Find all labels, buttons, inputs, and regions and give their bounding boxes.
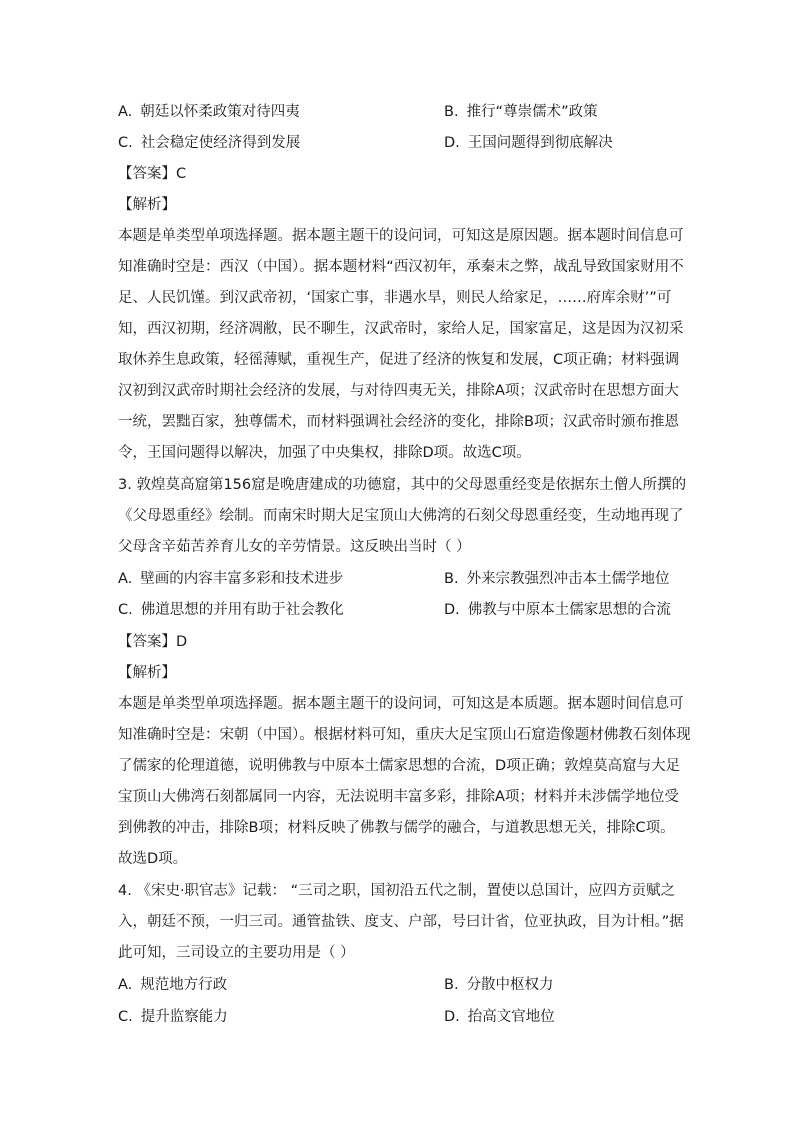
q3-analysis-line: 故选D项。: [118, 851, 188, 867]
q3-option-b: B. 外来宗教强烈冲击本土儒学地位: [444, 571, 670, 587]
q2-analysis-line: 足、人民饥馑。到汉武帝初，‘国家亡事，非遇水旱，则民人给家足，……府库余财’”可: [118, 290, 672, 306]
q2-analysis-line: 汉初到汉武帝时期社会经济的发展，与对待四夷无关，排除A项；汉武帝时在思想方面大: [118, 383, 679, 399]
q3-option-d: D. 佛教与中原本土儒家思想的合流: [444, 602, 671, 618]
q3-analysis-title: 【解析】: [118, 665, 176, 681]
q3-stem-line: 父母含辛茹苦养育儿女的辛劳情景。这反映出当时（ ）: [118, 539, 471, 555]
q4-option-c: C. 提升监察能力: [118, 1009, 228, 1025]
q3-option-c: C. 佛道思想的并用有助于社会教化: [118, 602, 344, 618]
q3-analysis-line: 到佛教的冲击，排除B项；材料反映了佛教与儒学的融合，与道教思想无关，排除C项。: [118, 820, 675, 836]
q4-stem-line: 4. 《宋史·职官志》记载： “三司之职，国初沿五代之制，置使以总国计，应四方贡赋之: [118, 883, 676, 899]
q3-stem-line: 3. 敦煌莫高窟第156窟是晚唐建成的功德窟，其中的父母恩重经变是依据东土僧人所撰的: [118, 477, 687, 493]
q2-analysis-line: 知，西汉初期，经济凋敝，民不聊生，汉武帝时，家给人足，国家富足，这是因为汉初采: [118, 321, 684, 337]
q3-analysis-line: 了儒家的伦理道德，说明佛教与中原本土儒家思想的合流，D项正确；敦煌莫高窟与大足: [118, 758, 681, 774]
q4-option-b: B. 分散中枢权力: [444, 977, 554, 993]
q3-analysis-line: 宝顶山大佛湾石刻都属同一内容，无法说明丰富多彩，排除A项；材料并未涉儒学地位受: [118, 789, 679, 805]
q2-option-b: B. 推行“尊崇儒术”政策: [444, 104, 598, 120]
q4-stem-line: 入，朝廷不预，一归三司。通管盐铁、度支、户部，号曰计省，位亚执政，目为计相。”据: [118, 914, 684, 930]
q2-option-a: A. 朝廷以怀柔政策对待四夷: [118, 104, 300, 120]
q4-option-a: A. 规范地方行政: [118, 977, 228, 993]
q2-analysis-title: 【解析】: [118, 197, 176, 213]
q2-analysis-line: 一统，罢黜百家，独尊儒术，而材料强调社会经济的变化，排除B项；汉武帝时颁布推恩: [118, 414, 679, 430]
q4-stem-line: 此可知，三司设立的主要功用是（ ）: [118, 945, 355, 961]
q3-analysis-line: 本题是单类型单项选择题。据本题主题干的设问词，可知这是本质题。据本题时间信息可: [118, 696, 684, 712]
q2-analysis-line: 本题是单类型单项选择题。据本题主题干的设问词，可知这是原因题。据本题时间信息可: [118, 228, 684, 244]
q2-analysis-line: 令，王国问题得以解决，加强了中央集权，排除D项。故选C项。: [118, 445, 531, 461]
q2-option-d: D. 王国问题得到彻底解决: [444, 135, 613, 151]
q2-analysis-line: 知准确时空是：西汉（中国）。据本题材料“西汉初年，承秦末之弊，战乱导致国家财用不: [118, 259, 684, 275]
q3-answer: 【答案】D: [118, 634, 188, 650]
q2-option-c: C. 社会稳定使经济得到发展: [118, 135, 301, 151]
q2-answer: 【答案】C: [118, 166, 187, 182]
q3-option-a: A. 壁画的内容丰富多彩和技术进步: [118, 571, 344, 587]
q3-analysis-line: 知准确时空是：宋朝（中国）。根据材料可知，重庆大足宝顶山石窟造像题材佛教石刻体现: [118, 727, 691, 743]
q4-option-d: D. 抬高文官地位: [444, 1009, 555, 1025]
q3-stem-line: 《父母恩重经》绘制。而南宋时期大足宝顶山大佛湾的石刻父母恩重经变，生动地再现了: [118, 508, 684, 524]
q2-analysis-line: 取休养生息政策，轻徭薄赋，重视生产，促进了经济的恢复和发展，C项正确；材料强调: [118, 352, 680, 368]
